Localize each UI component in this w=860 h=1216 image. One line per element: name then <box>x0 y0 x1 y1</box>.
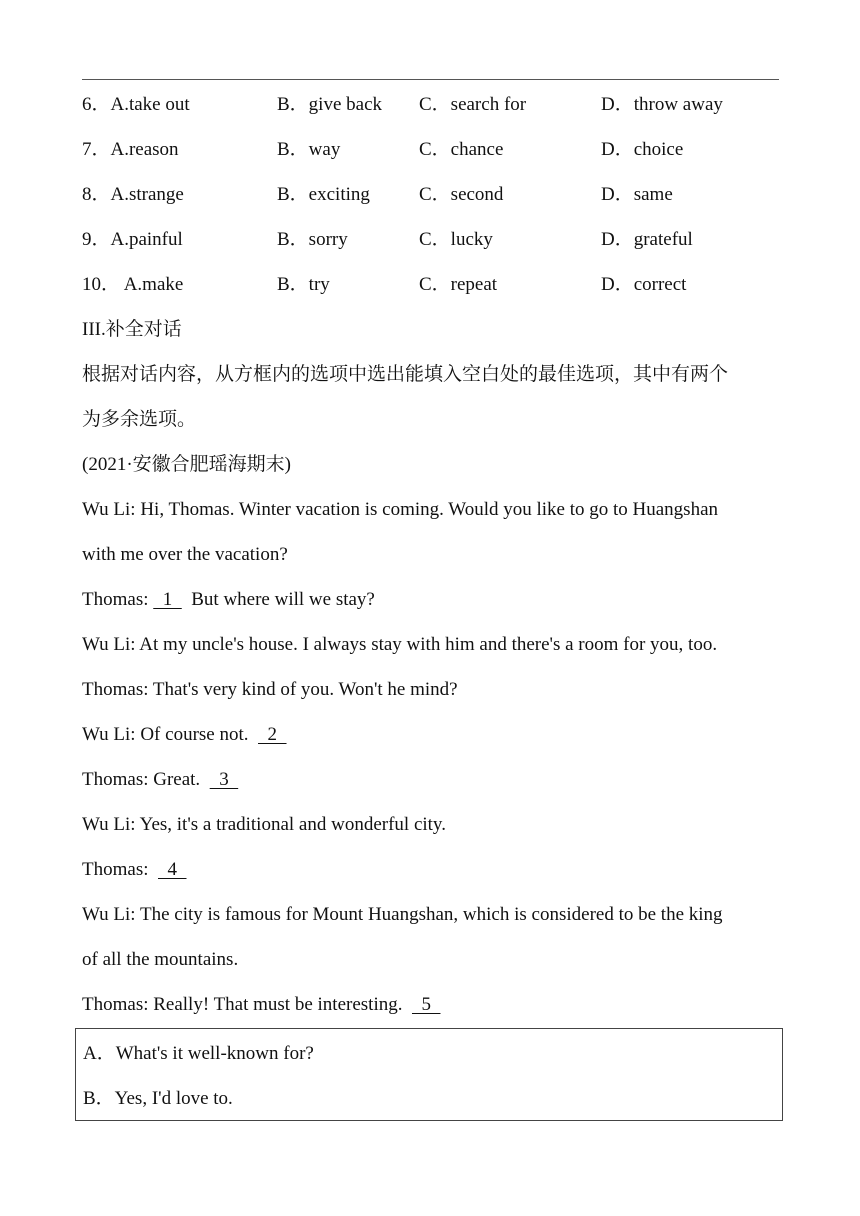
dialogue-line: with me over the vacation? <box>82 544 288 565</box>
dialogue-line <box>82 720 287 750</box>
option-b: B．try <box>277 274 330 295</box>
after-text: But where will we stay? <box>181 589 375 610</box>
speaker-text: Thomas: <box>82 859 158 880</box>
dialogue-line: Wu Li: Hi, Thomas. Winter vacation is coming. Would you like to go to Huangshan <box>82 499 718 520</box>
option-a: 6．A.take out <box>82 94 190 115</box>
option-c: C．repeat <box>419 274 498 295</box>
section-heading: III.补全对话 <box>82 319 182 340</box>
dialogue-line <box>82 765 238 795</box>
option-row-7 <box>82 135 782 165</box>
answer-blank-4[interactable]: 4 <box>158 859 187 880</box>
option-c: C．chance <box>419 139 504 160</box>
option-row-6 <box>82 90 782 120</box>
answer-blank-2[interactable]: 2 <box>258 724 287 745</box>
choice-a: A．What's it well-known for? <box>83 1043 314 1064</box>
option-a: 7．A.reason <box>82 139 179 160</box>
option-d: D．throw away <box>601 94 723 115</box>
speaker-text: Thomas: <box>82 589 154 610</box>
option-b: B．sorry <box>277 229 348 250</box>
instruction-line-2: 为多余选项。 <box>82 409 197 430</box>
dialogue-line: Thomas: That's very kind of you. Won't he mind? <box>82 679 458 700</box>
option-d: D．correct <box>601 274 687 295</box>
option-d: D．grateful <box>601 229 693 250</box>
option-b: B．give back <box>277 94 383 115</box>
dialogue-line: Wu Li: At my uncle's house. I always stay with him and there's a room for you, too. <box>82 634 718 655</box>
choice-b: B．Yes, I'd love to. <box>83 1088 233 1109</box>
dialogue-line <box>82 585 375 615</box>
option-d: D．choice <box>601 139 684 160</box>
dialogue-line <box>82 855 187 885</box>
answer-blank-5[interactable]: 5 <box>411 994 441 1015</box>
speaker-text: Thomas: Really! That must be interesting. <box>82 994 412 1015</box>
dialogue-line <box>82 990 440 1020</box>
dialogue-line: of all the mountains. <box>82 949 239 970</box>
instruction-line-1: 根据对话内容，从方框内的选项中选出能填入空白处的最佳选项，其中有两个 <box>82 364 729 385</box>
answer-blank-1[interactable]: 1 <box>153 589 182 610</box>
choice-box <box>75 1028 783 1121</box>
option-a: 9．A.painful <box>82 229 183 250</box>
option-b: B．exciting <box>277 184 370 205</box>
source-note: (2021·安徽合肥瑶海期末) <box>82 454 291 475</box>
answer-blank-3[interactable]: 3 <box>209 769 239 790</box>
speaker-text: Thomas: Great. <box>82 769 210 790</box>
option-a: 8．A.strange <box>82 184 184 205</box>
top-divider <box>82 79 779 80</box>
dialogue-line: Wu Li: The city is famous for Mount Huangshan, which is considered to be the king <box>82 904 723 925</box>
option-c: C．lucky <box>419 229 493 250</box>
option-row-9 <box>82 225 782 255</box>
option-d: D．same <box>601 184 673 205</box>
option-row-10 <box>82 270 782 300</box>
option-a: 10． A.make <box>82 274 184 295</box>
option-c: C．second <box>419 184 504 205</box>
speaker-text: Wu Li: Of course not. <box>82 724 259 745</box>
dialogue-line: Wu Li: Yes, it's a traditional and wonderful city. <box>82 814 446 835</box>
option-row-8 <box>82 180 782 210</box>
option-c: C．search for <box>419 94 527 115</box>
option-b: B．way <box>277 139 341 160</box>
